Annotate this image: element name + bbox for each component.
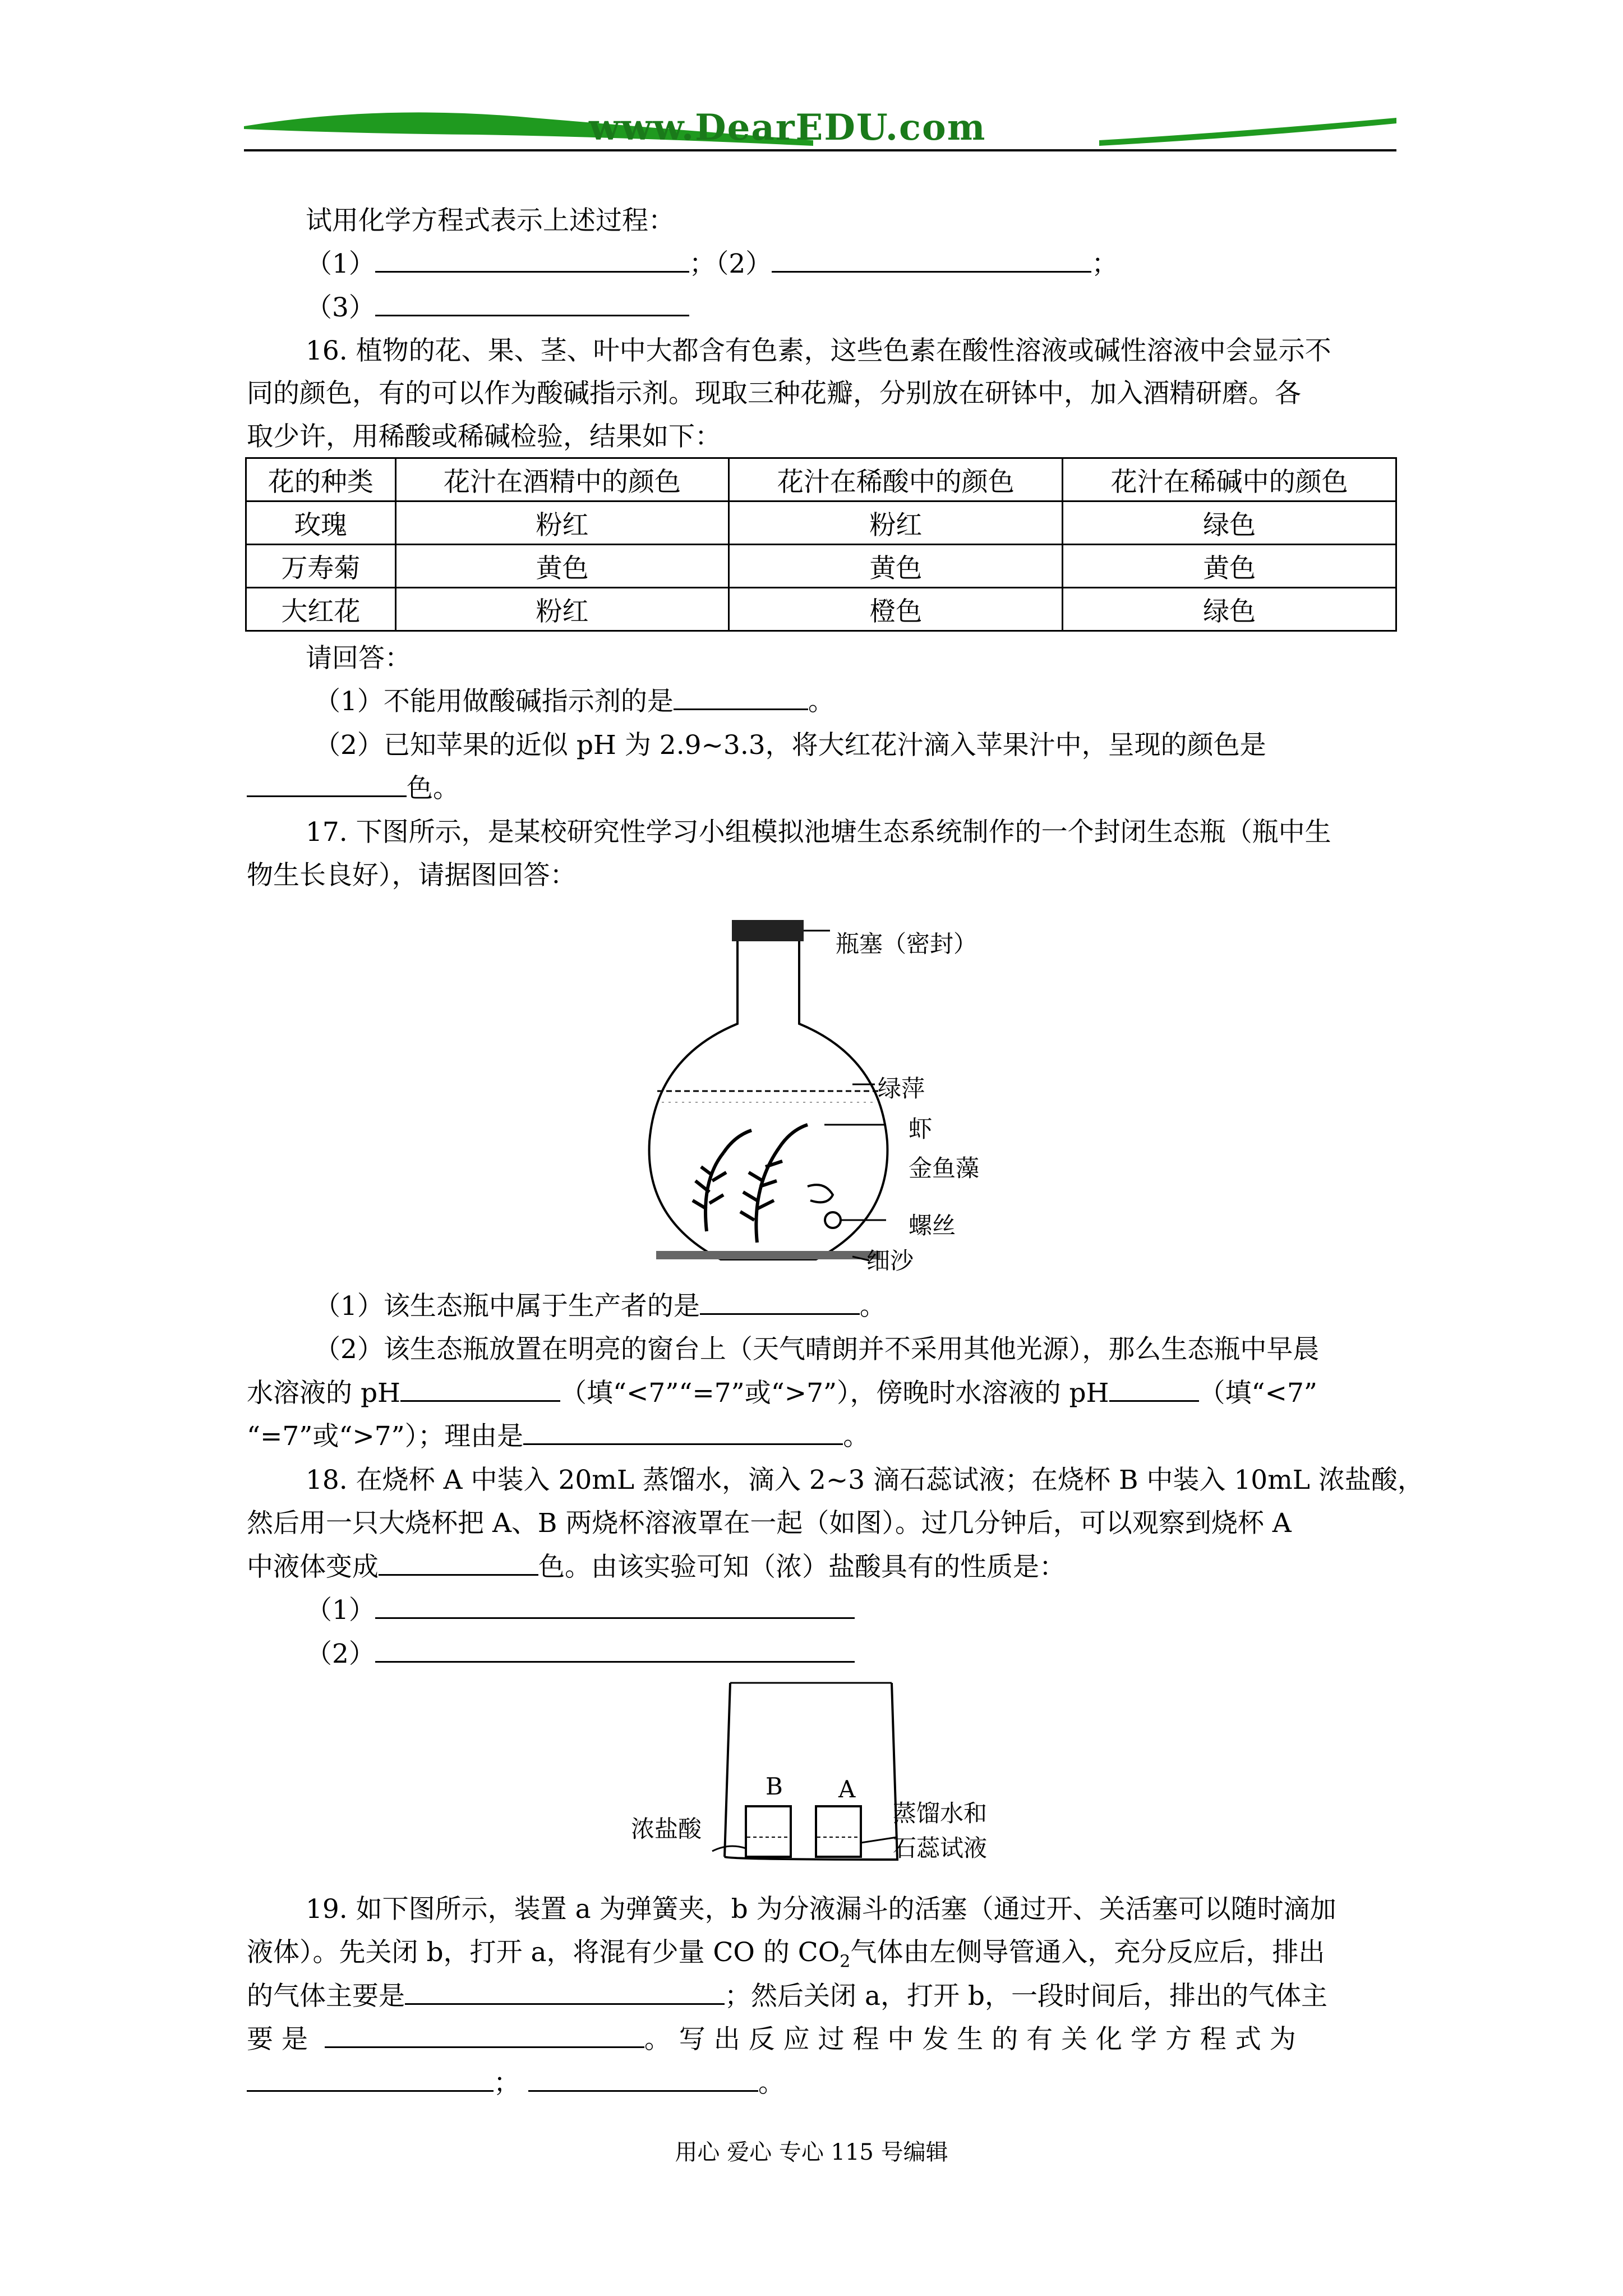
q19-line3: 的气体主要是 ；然后关闭 a，打开 b，一段时间后，排出的气体主 bbox=[247, 1981, 1327, 2012]
table-cell: 黄色 bbox=[729, 545, 1063, 588]
q19-line4: 要 是 。 写 出 反 应 过 程 中 发 生 的 有 关 化 学 方 程 式 为 bbox=[247, 2024, 1296, 2055]
q16-line2: 同的颜色，有的可以作为酸碱指示剂。现取三种花瓣，分别放在研钵中，加入酒精研磨。各 bbox=[247, 378, 1301, 409]
q19-line1: 19. 如下图所示，装置 a 为弹簧夹，b 为分液漏斗的活塞（通过开、关活塞可以随时滴加 bbox=[306, 1894, 1336, 1925]
q18-sub2: （2） bbox=[306, 1632, 855, 1676]
table-header: 花的种类 bbox=[246, 458, 396, 501]
table-row bbox=[246, 545, 1396, 588]
q15-intro: 试用化学方程式表示上述过程： bbox=[306, 205, 675, 236]
label-shrimp: 虾 bbox=[909, 1115, 933, 1143]
q16-sub2-cont: 色。 bbox=[247, 767, 459, 811]
table-cell: 黄色 bbox=[395, 545, 729, 588]
ecosystem-bottle-diagram bbox=[639, 917, 897, 1276]
q15-line1: （1） ；（2） ； bbox=[306, 249, 1118, 279]
q19-line5: ； 。 bbox=[247, 2062, 785, 2105]
table-cell: 绿色 bbox=[1063, 501, 1396, 545]
label-water-litmus-2: 石蕊试液 bbox=[893, 1834, 988, 1862]
label-conc-hcl: 浓盐酸 bbox=[631, 1815, 702, 1843]
label-beaker-a: A bbox=[838, 1775, 856, 1803]
q19-line2: 液体）。先关闭 b，打开 a，将混有少量 CO 的 $CO_2$气体由左侧导管通入，充分反应后，排出 bbox=[247, 1937, 1325, 1972]
label-water-litmus-1: 蒸馏水和 bbox=[893, 1800, 988, 1827]
q16-ask: 请回答： bbox=[306, 643, 411, 674]
table-header: 花汁在稀碱中的颜色 bbox=[1063, 458, 1396, 501]
q17-sub2: （2）该生态瓶放置在明亮的窗台上（天气晴朗并不采用其他光源），那么生态瓶中早晨 bbox=[314, 1334, 1320, 1365]
label-stopper: 瓶塞（密封） bbox=[836, 930, 978, 958]
q16-sub2: （2）已知苹果的近似 pH 为 2.9~3.3，将大红花汁滴入苹果汁中，呈现的颜色是 bbox=[314, 730, 1266, 761]
q16-sub1: （1）不能用做酸碱指示剂的是 。 bbox=[314, 686, 834, 717]
page-footer: 用心 爱心 专心 115 号编辑 bbox=[675, 2139, 948, 2165]
q16-line1: 16. 植物的花、果、茎、叶中大都含有色素，这些色素在酸性溶液或碱性溶液中会显示不 bbox=[306, 335, 1331, 366]
q15-line3: （3） bbox=[306, 286, 689, 330]
label-beaker-b: B bbox=[766, 1773, 783, 1800]
label-sand: 细沙 bbox=[866, 1247, 914, 1274]
q18-sub1: （1） bbox=[306, 1589, 855, 1632]
table-cell: 万寿菊 bbox=[246, 545, 396, 588]
q17-line1: 17. 下图所示，是某校研究性学习小组模拟池塘生态系统制作的一个封闭生态瓶（瓶中生 bbox=[306, 817, 1331, 848]
table-cell: 大红花 bbox=[246, 588, 396, 631]
q17-line2: 物生长良好），请据图回答： bbox=[247, 860, 577, 891]
beaker-experiment-diagram bbox=[707, 1680, 914, 1865]
q18-line2: 然后用一只大烧杯把 A、B 两烧杯溶液罩在一起（如图）。过几分钟后，可以观察到烧杯 A bbox=[247, 1508, 1292, 1539]
q17-sub2-cont2: “=7”或“>7”）；理由是 。 bbox=[247, 1421, 870, 1452]
table-cell: 绿色 bbox=[1063, 588, 1396, 631]
table-header-row bbox=[246, 458, 1396, 501]
table-cell: 玫瑰 bbox=[246, 501, 396, 545]
table-header: 花汁在酒精中的颜色 bbox=[395, 458, 729, 501]
q16-line3: 取少许，用稀酸或稀碱检验，结果如下： bbox=[247, 421, 721, 452]
table-row bbox=[246, 588, 1396, 631]
table-cell: 粉红 bbox=[395, 588, 729, 631]
table-cell: 橙色 bbox=[729, 588, 1063, 631]
table-cell: 黄色 bbox=[1063, 545, 1396, 588]
q18-line3: 中液体变成 色。由该实验可知（浓）盐酸具有的性质是： bbox=[247, 1552, 1066, 1582]
table-header: 花汁在稀酸中的颜色 bbox=[729, 458, 1063, 501]
table-cell: 粉红 bbox=[395, 501, 729, 545]
flower-color-table bbox=[245, 457, 1397, 632]
site-logo: www.DearEDU.com bbox=[589, 107, 986, 149]
label-snail: 螺丝 bbox=[909, 1212, 956, 1239]
label-hornwort: 金鱼藻 bbox=[909, 1154, 980, 1182]
table-cell: 粉红 bbox=[729, 501, 1063, 545]
label-duckweed: 绿萍 bbox=[878, 1075, 925, 1102]
q18-line1: 18. 在烧杯 A 中装入 20mL 蒸馏水，滴入 2~3 滴石蕊试液；在烧杯 B 中装入 10mL 浓盐酸， bbox=[306, 1465, 1424, 1496]
q17-sub1: （1）该生态瓶中属于生产者的是 。 bbox=[314, 1291, 886, 1322]
q17-sub2-cont1: 水溶液的 pH （填“<7”“=7”或“>7”），傍晚时水溶液的 pH （填“<7” bbox=[247, 1378, 1317, 1409]
table-row bbox=[246, 501, 1396, 545]
